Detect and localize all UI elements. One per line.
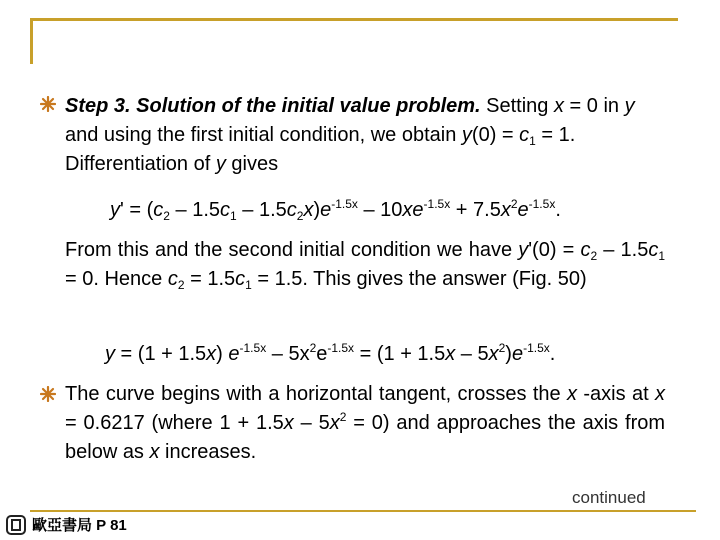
step3-paragraph: Step 3. Solution of the initial value problem. Setting x = 0 in y and using the first initial condition, we obtain $y(0) = c_1 = 1$. Differentiation of y gives: [65, 95, 635, 175]
derivative-equation: $y' = (c_2 - 1.5c_1 - 1.5c_2x)e^{-1.5x} - 10xe^{-1.5x} + 7.5x^2e^{-1.5x}$.: [110, 197, 561, 223]
frame-bottom-rule: [30, 510, 696, 512]
star-bullet-icon: [40, 386, 56, 402]
frame-top-rule: [30, 18, 678, 21]
footer-text: 歐亞書局 P 81: [32, 517, 127, 534]
frame-left-rule: [30, 18, 33, 64]
curve-description-paragraph: The curve begins with a horizontal tangent, crosses the x -axis at x = 0.6217 (where $1 + 1.5x - 5x^2 = 0$) and approaches the axis from below as x increases.: [65, 383, 666, 463]
publisher-logo-icon: [6, 515, 26, 535]
continued-label: continued: [572, 488, 646, 507]
step-heading: Step 3. Solution of the initial value problem.: [65, 95, 481, 117]
star-bullet-icon: [40, 96, 56, 112]
initial-condition-paragraph: From this and the second initial condition we have $y'(0) = c_2 - 1.5c_1 = 0$. Hence $c_2 = 1.5c_1 = 1.5$. This gives the answer (Fig. 50): [65, 239, 666, 292]
solution-equation: y = (1 + 1.5x) $e^{-1.5x} - 5x^2e^{-1.5x} = (1 + 1.5x - 5x^2)e^{-1.5x}$.: [105, 341, 556, 365]
footer: [6, 514, 127, 535]
